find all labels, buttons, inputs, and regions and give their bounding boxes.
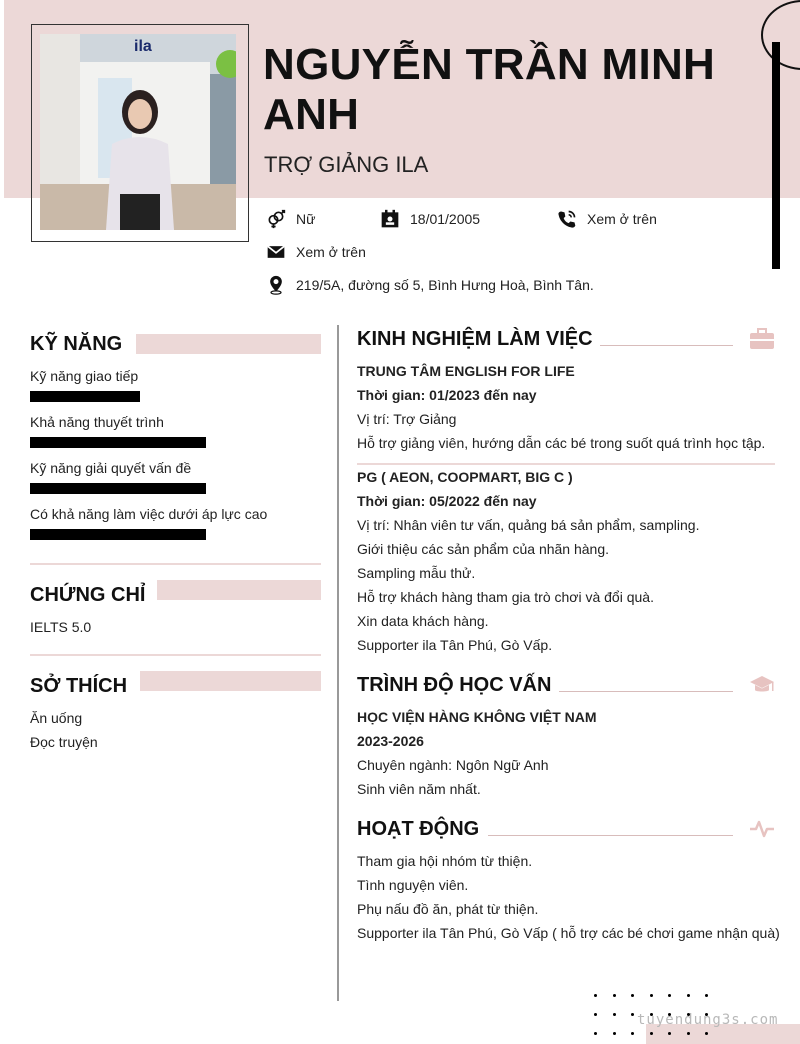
gender-icon bbox=[266, 209, 286, 229]
job-time: Thời gian: 01/2023 đến nay bbox=[357, 387, 537, 403]
activity-item: Tham gia hội nhóm từ thiện. bbox=[357, 853, 533, 869]
phone-icon bbox=[557, 209, 577, 229]
skill-label: Có khả năng làm việc dưới áp lực cao bbox=[30, 506, 268, 522]
skill-label: Kỹ năng giao tiếp bbox=[30, 368, 139, 384]
id-card-icon bbox=[380, 209, 400, 229]
skill-level-bar bbox=[30, 483, 206, 494]
decorative-dot bbox=[650, 994, 653, 997]
location-pin-icon bbox=[266, 275, 286, 295]
education-detail: Chuyên ngành: Ngôn Ngữ Anh bbox=[357, 757, 549, 773]
activities-title: HOẠT ĐỘNG bbox=[357, 818, 480, 840]
job-detail: Hỗ trợ giảng viên, hướng dẫn các bé trong suốt quá trình học tập. bbox=[357, 435, 766, 451]
skill-level-bar bbox=[30, 437, 206, 448]
skill-level-bar bbox=[30, 529, 206, 540]
job-company: PG ( AEON, COOPMART, BIG C ) bbox=[357, 469, 573, 485]
photo-logo: ila bbox=[134, 38, 152, 55]
decorative-dot bbox=[613, 994, 616, 997]
address-value: 219/5A, đường số 5, Bình Hưng Hoà, Bình Tân. bbox=[296, 277, 594, 293]
address-row bbox=[266, 275, 594, 295]
decorative-dot bbox=[631, 1013, 634, 1016]
skills-title: KỸ NĂNG bbox=[30, 333, 123, 355]
activity-item: Supporter ila Tân Phú, Gò Vấp ( hỗ trợ các bé chơi game nhận quà) bbox=[357, 925, 780, 941]
hobbies-title: SỞ THÍCH bbox=[30, 675, 128, 697]
decorative-dot bbox=[631, 1032, 634, 1035]
certificate-item: IELTS 5.0 bbox=[30, 619, 92, 635]
job-detail: Xin data khách hàng. bbox=[357, 613, 489, 629]
job-detail: Supporter ila Tân Phú, Gò Vấp. bbox=[357, 637, 553, 653]
candidate-name: NGUYỄN TRẦN MINH ANH bbox=[263, 40, 716, 139]
education-title: TRÌNH ĐỘ HỌC VẤN bbox=[357, 674, 552, 696]
skills-title-bar bbox=[136, 334, 321, 354]
decorative-dot bbox=[668, 1032, 671, 1035]
phone-value: Xem ở trên bbox=[587, 211, 657, 227]
graduation-cap-icon bbox=[749, 674, 775, 696]
decorative-dot bbox=[594, 994, 597, 997]
job-detail: Vị trí: Nhân viên tư vấn, quảng bá sản phẩm, sampling. bbox=[357, 517, 700, 533]
skill-label: Kỹ năng giải quyết vấn đề bbox=[30, 460, 192, 476]
decorative-dot bbox=[687, 994, 690, 997]
job-detail: Vị trí: Trợ Giảng bbox=[357, 411, 457, 427]
job-detail: Sampling mẫu thử. bbox=[357, 565, 476, 581]
certificates-title: CHỨNG CHỈ bbox=[30, 584, 146, 606]
certificates-title-bar bbox=[157, 580, 321, 600]
job-detail: Giới thiệu các sản phẩm của nhãn hàng. bbox=[357, 541, 610, 557]
experience-title-line bbox=[600, 345, 733, 346]
decorative-dot bbox=[631, 994, 634, 997]
gender-value: Nữ bbox=[296, 211, 316, 227]
job-company: TRUNG TÂM ENGLISH FOR LIFE bbox=[357, 363, 575, 379]
birthday-value: 18/01/2005 bbox=[410, 211, 481, 227]
skill-label: Khả năng thuyết trình bbox=[30, 414, 164, 430]
decorative-dot bbox=[687, 1032, 690, 1035]
profile-photo bbox=[40, 34, 236, 230]
email-row bbox=[266, 242, 366, 262]
section-divider bbox=[30, 563, 321, 565]
section-divider bbox=[30, 654, 321, 656]
education-title-line bbox=[559, 691, 733, 692]
watermark: tuyendung3s.com bbox=[637, 1012, 779, 1028]
job-detail: Hỗ trợ khách hàng tham gia trò chơi và đổi quà. bbox=[357, 589, 654, 605]
email-value: Xem ở trên bbox=[296, 244, 366, 260]
decorative-dot bbox=[594, 1032, 597, 1035]
column-divider bbox=[337, 325, 339, 1001]
decorative-dot bbox=[668, 994, 671, 997]
decorative-dot bbox=[705, 1032, 708, 1035]
job-time: Thời gian: 05/2022 đến nay bbox=[357, 493, 537, 509]
education-detail: Sinh viên năm nhất. bbox=[357, 781, 481, 797]
job-title: TRỢ GIẢNG ILA bbox=[264, 152, 429, 177]
briefcase-icon bbox=[749, 328, 775, 350]
decorative-dot bbox=[613, 1032, 616, 1035]
school-years: 2023-2026 bbox=[357, 733, 424, 749]
envelope-icon bbox=[266, 242, 286, 262]
decorative-dot bbox=[705, 994, 708, 997]
activity-item: Phụ nấu đồ ăn, phát từ thiện. bbox=[357, 901, 539, 917]
hobbies-title-bar bbox=[140, 671, 321, 691]
pulse-icon bbox=[749, 819, 775, 839]
gender-row bbox=[266, 209, 315, 229]
decorative-vertical-bar bbox=[772, 42, 780, 269]
skill-level-bar bbox=[30, 391, 140, 402]
decorative-dot bbox=[613, 1013, 616, 1016]
hobby-item: Ăn uống bbox=[30, 710, 83, 726]
activities-title-line bbox=[488, 835, 733, 836]
school-name: HỌC VIỆN HÀNG KHÔNG VIỆT NAM bbox=[357, 709, 597, 725]
decorative-dot bbox=[594, 1013, 597, 1016]
experience-title: KINH NGHIỆM LÀM VIỆC bbox=[357, 328, 593, 350]
hobby-item: Đọc truyện bbox=[30, 734, 98, 750]
phone-row bbox=[557, 209, 657, 229]
activity-item: Tình nguyện viên. bbox=[357, 877, 469, 893]
decorative-dot bbox=[650, 1032, 653, 1035]
birthday-row bbox=[380, 209, 480, 229]
